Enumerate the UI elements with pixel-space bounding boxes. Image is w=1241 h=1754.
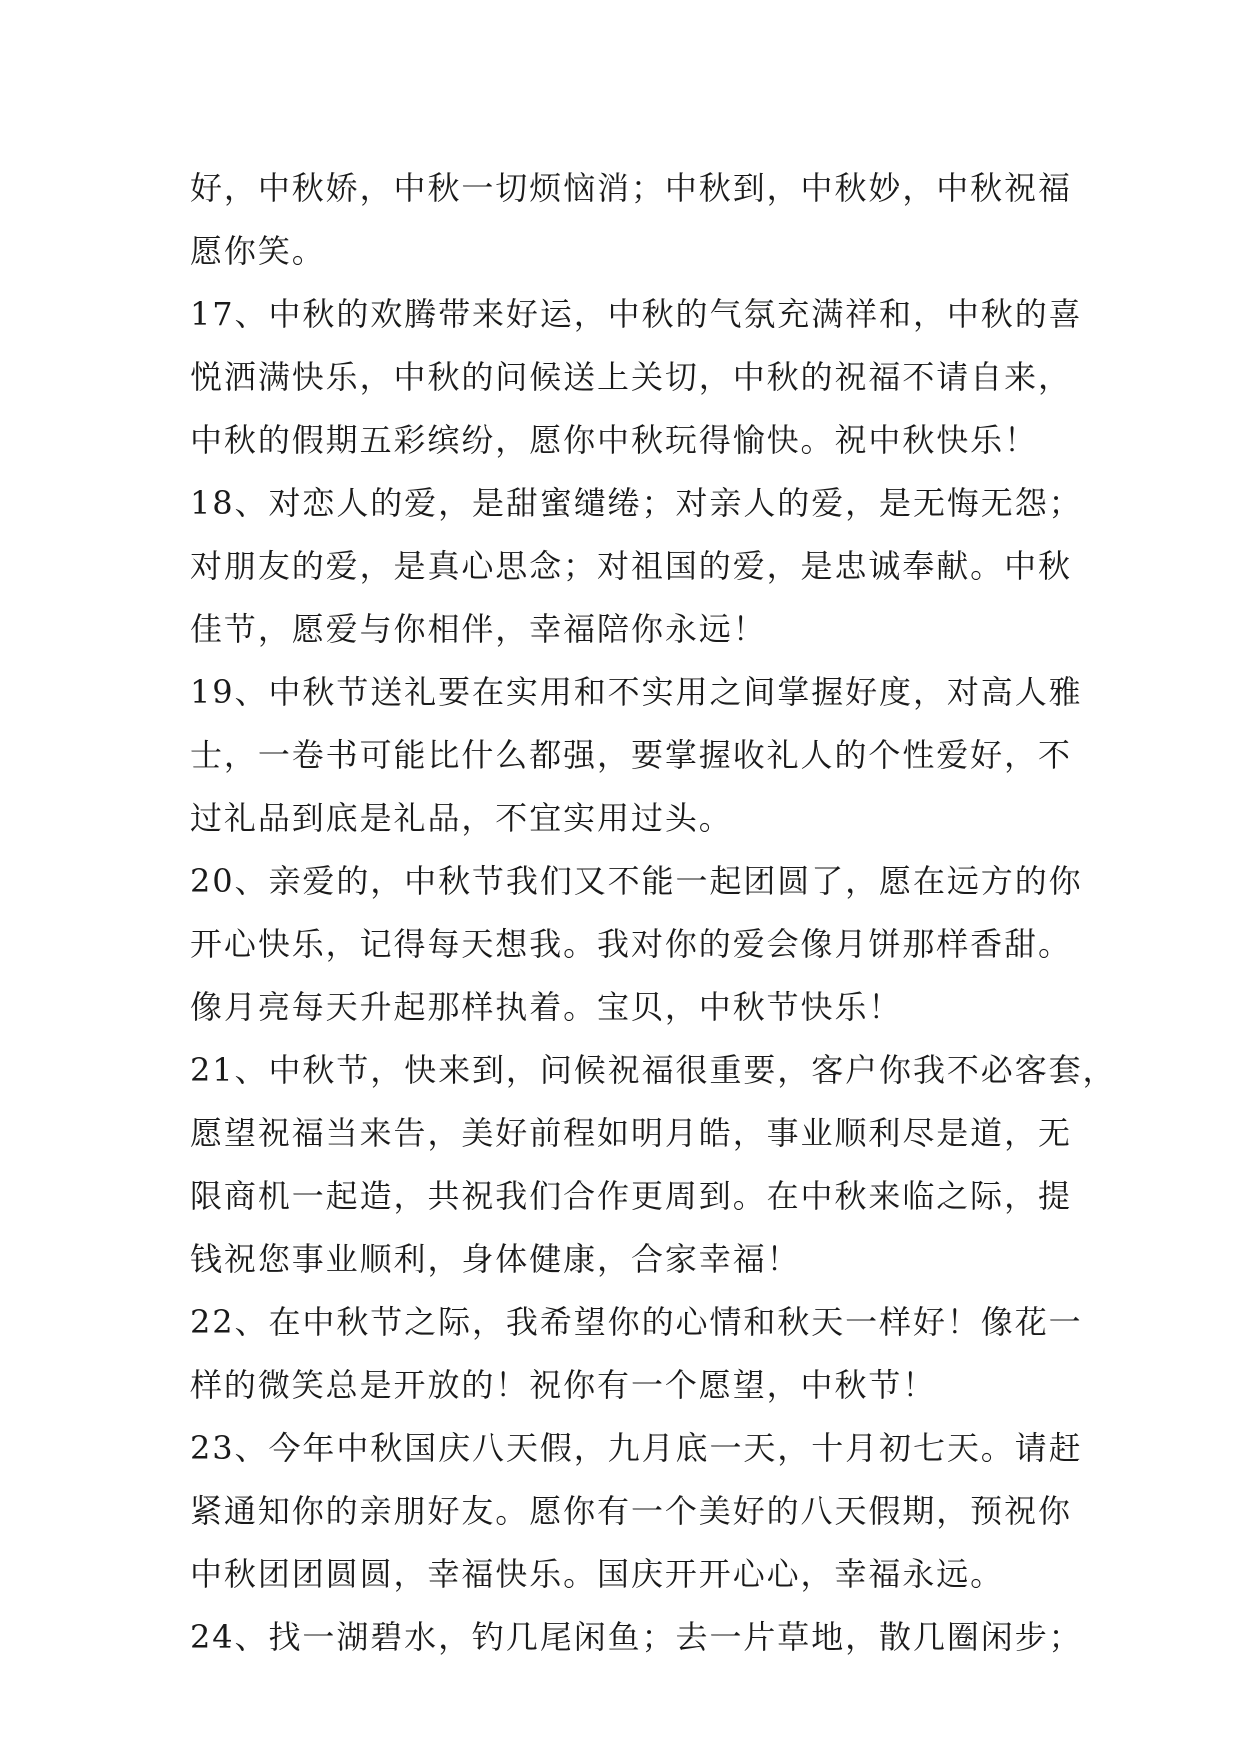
- text-line: 愿望祝福当来告，美好前程如明月皓，事业顺利尽是道，无: [190, 1114, 1072, 1152]
- text-line: 17、中秋的欢腾带来好运，中秋的气氛充满祥和，中秋的喜: [190, 295, 1083, 333]
- text-line: 23、今年中秋国庆八天假，九月底一天，十月初七天。请赶: [190, 1429, 1083, 1467]
- text-line: 对朋友的爱，是真心思念；对祖国的爱，是忠诚奉献。中秋: [190, 547, 1072, 585]
- text-line: 18、对恋人的爱，是甜蜜缱绻；对亲人的爱，是无悔无怨；: [190, 484, 1083, 522]
- text-line: 21、中秋节，快来到，问候祝福很重要，客户你我不必客套，: [190, 1051, 1117, 1089]
- text-line: 士，一卷书可能比什么都强，要掌握收礼人的个性爱好，不: [190, 736, 1072, 774]
- text-line: 20、亲爱的，中秋节我们又不能一起团圆了，愿在远方的你: [190, 862, 1083, 900]
- text-line: 限商机一起造，共祝我们合作更周到。在中秋来临之际，提: [190, 1177, 1072, 1215]
- text-line: 像月亮每天升起那样执着。宝贝，中秋节快乐！: [190, 988, 903, 1026]
- text-line: 24、找一湖碧水，钓几尾闲鱼；去一片草地，散几圈闲步；: [190, 1618, 1083, 1656]
- text-line: 钱祝您事业顺利，身体健康，合家幸福！: [190, 1240, 801, 1278]
- text-line: 中秋团团圆圆，幸福快乐。国庆开开心心，幸福永远。: [190, 1555, 1005, 1593]
- text-line: 样的微笑总是开放的！祝你有一个愿望，中秋节！: [190, 1366, 937, 1404]
- text-line: 19、中秋节送礼要在实用和不实用之间掌握好度，对高人雅: [190, 673, 1083, 711]
- text-line: 悦洒满快乐，中秋的问候送上关切，中秋的祝福不请自来，: [190, 358, 1072, 396]
- text-line: 紧通知你的亲朋好友。愿你有一个美好的八天假期，预祝你: [190, 1492, 1072, 1530]
- text-line: 好，中秋娇，中秋一切烦恼消；中秋到，中秋妙，中秋祝福: [190, 169, 1072, 207]
- body-text: [190, 157, 1117, 1669]
- text-line: 愿你笑。: [190, 232, 326, 270]
- text-line: 佳节，愿爱与你相伴，幸福陪你永远！: [190, 610, 767, 648]
- text-line: 22、在中秋节之际，我希望你的心情和秋天一样好！像花一: [190, 1303, 1083, 1341]
- text-line: 过礼品到底是礼品，不宜实用过头。: [190, 799, 733, 837]
- text-line: 中秋的假期五彩缤纷，愿你中秋玩得愉快。祝中秋快乐！: [190, 421, 1039, 459]
- text-line: 开心快乐，记得每天想我。我对你的爱会像月饼那样香甜。: [190, 925, 1072, 963]
